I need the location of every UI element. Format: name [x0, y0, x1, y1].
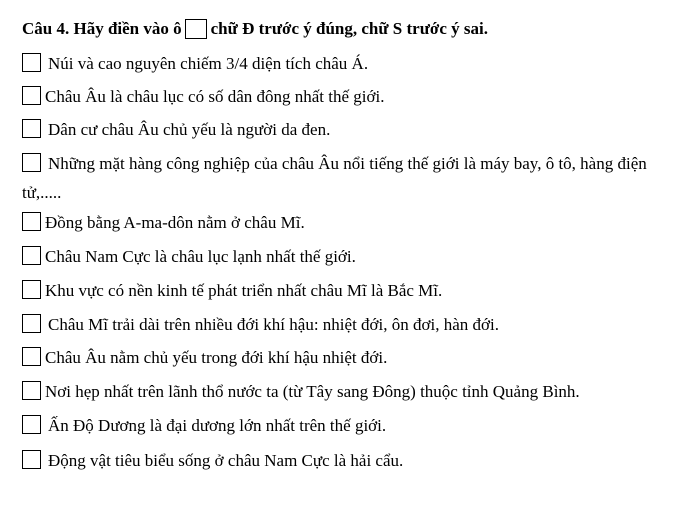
statement-text: Châu Âu nằm chủ yếu trong đới khí hậu nhiệt đới. — [45, 348, 388, 367]
question-suffix: chữ Đ trước ý đúng, chữ S trước ý sai. — [210, 19, 488, 38]
answer-box[interactable] — [22, 381, 41, 400]
answer-box[interactable] — [22, 153, 41, 172]
statement-item — [22, 277, 652, 305]
statement-text: Châu Nam Cực là châu lục lạnh nhất thế giới. — [45, 247, 356, 266]
statement-item — [22, 447, 652, 475]
statement-item — [22, 209, 652, 237]
answer-box[interactable] — [22, 53, 41, 72]
question-heading — [22, 17, 488, 41]
statement-text: Ấn Độ Dương là đại dương lớn nhất trên thế giới. — [48, 416, 387, 435]
statement-text: Dân cư châu Âu chủ yếu là người da đen. — [48, 120, 331, 139]
answer-box[interactable] — [22, 86, 41, 105]
statement-text: Núi và cao nguyên chiếm 3/4 diện tích châu Á. — [48, 54, 369, 73]
statement-text: Châu Mĩ trải dài trên nhiều đới khí hậu: nhiệt đới, ôn đơi, hàn đới. — [48, 315, 499, 334]
statement-item — [22, 149, 652, 207]
statement-item — [22, 412, 652, 440]
example-answer-box — [185, 19, 207, 39]
answer-box[interactable] — [22, 212, 41, 231]
answer-box[interactable] — [22, 119, 41, 138]
answer-box[interactable] — [22, 415, 41, 434]
statement-item — [22, 311, 652, 339]
statement-item — [22, 243, 652, 271]
statement-text: Những mặt hàng công nghiệp của châu Âu nổi tiếng thế giới là máy bay, ô tô, hàng điện tử,..... — [22, 154, 647, 202]
answer-box[interactable] — [22, 314, 41, 333]
statement-text: Châu Âu là châu lục có số dân đông nhất thế giới. — [45, 87, 385, 106]
answer-box[interactable] — [22, 246, 41, 265]
statement-text: Nơi hẹp nhất trên lãnh thổ nước ta (từ Tây sang Đông) thuộc tỉnh Quảng Bình. — [45, 382, 580, 401]
answer-box[interactable] — [22, 450, 41, 469]
question-prefix: Câu 4. Hãy điền vào ô — [22, 19, 182, 38]
statement-item — [22, 83, 652, 111]
statement-item — [22, 50, 652, 78]
statement-item — [22, 378, 652, 406]
statement-text: Động vật tiêu biểu sống ở châu Nam Cực là hải cẩu. — [48, 451, 404, 470]
statement-text: Đồng bằng A-ma-dôn nằm ở châu Mĩ. — [45, 213, 305, 232]
statement-text: Khu vực có nền kinh tế phát triển nhất châu Mĩ là Bắc Mĩ. — [45, 281, 443, 300]
answer-box[interactable] — [22, 280, 41, 299]
statement-item — [22, 116, 652, 144]
answer-box[interactable] — [22, 347, 41, 366]
statement-item — [22, 344, 652, 372]
